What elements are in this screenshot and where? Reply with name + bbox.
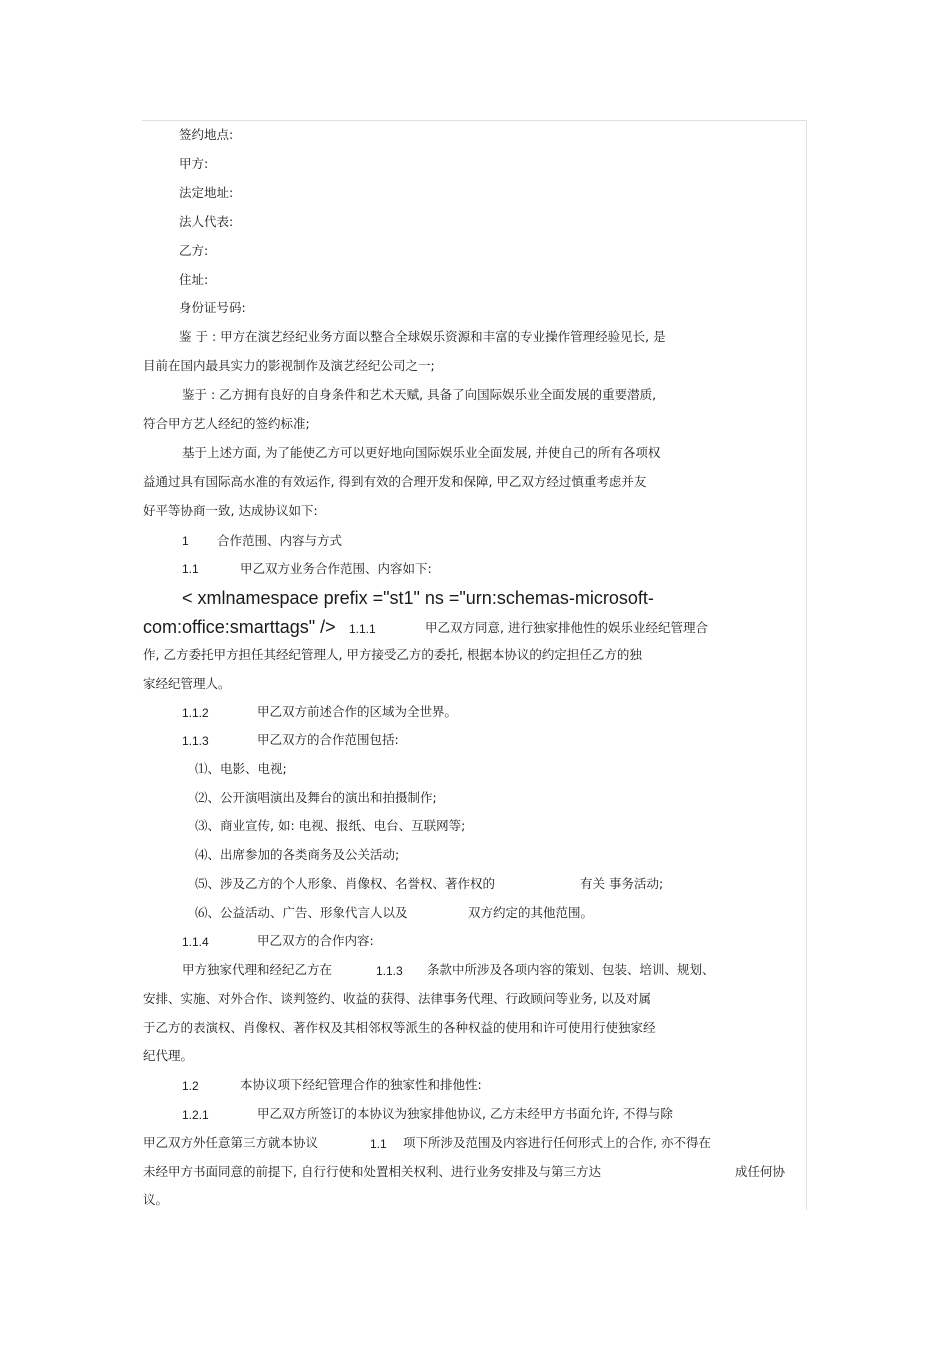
- legal-address-label: 法定地址:: [179, 185, 234, 200]
- section-1-1-4-line-1-part-1: 甲方独家代理和经纪乙方在: [182, 962, 333, 977]
- section-1-number: 1: [182, 534, 189, 548]
- scope-item-6-part-2: 双方约定的其他范围。: [468, 905, 594, 920]
- legal-rep-label: 法人代表:: [179, 214, 234, 229]
- recital-2-line-2: 符合甲方艺人经纪的签约标准;: [143, 416, 310, 431]
- section-1-1-1-line-2: 作, 乙方委托甲方担任其经纪管理人, 甲方接受乙方的委托, 根据本协议的约定担任乙方的独: [143, 647, 642, 662]
- page-frame: [142, 120, 807, 1210]
- recital-1-line-2: 目前在国内最具实力的影视制作及演艺经纪公司之一;: [143, 358, 435, 373]
- xml-namespace-line-2: com:office:smarttags" />: [143, 617, 336, 637]
- recital-2-line-1: 鉴于 : 乙方拥有良好的自身条件和艺术天赋, 具备了向国际娱乐业全面发展的重要潜质,: [182, 387, 657, 402]
- section-1-1-1-number: 1.1.1: [349, 622, 376, 636]
- recital-1-line-1: 鉴 于 : 甲方在演艺经纪业务方面以整合全球娱乐资源和丰富的专业操作管理经验见长, 是: [179, 329, 666, 344]
- scope-item-6-part-1: ⑹、公益活动、广告、形象代言人以及: [195, 905, 408, 920]
- section-1-1-2-number: 1.1.2: [182, 706, 209, 720]
- scope-item-5-part-1: ⑸、涉及乙方的个人形象、肖像权、名誉权、著作权的: [195, 876, 496, 891]
- section-1-1-4-line-4: 纪代理。: [143, 1048, 194, 1063]
- sign-place-label: 签约地点:: [179, 127, 234, 142]
- scope-item-2: ⑵、公开演唱演出及舞台的演出和拍摄制作;: [195, 790, 437, 805]
- section-1-1-4-line-1-part-2: 条款中所涉及各项内容的策划、包装、培训、规划、: [427, 962, 715, 977]
- section-1-2-1-line-4: 议。: [143, 1192, 169, 1207]
- scope-item-4: ⑷、出席参加的各类商务及公关活动;: [195, 847, 400, 862]
- recital-3-line-1: 基于上述方面, 为了能使乙方可以更好地向国际娱乐业全面发展, 并使自己的所有各项权: [182, 445, 661, 460]
- section-1-1-1-line-3: 家经纪管理人。: [143, 676, 231, 691]
- section-1-1-1-line-1: 甲乙双方同意, 进行独家排他性的娱乐业经纪管理合: [425, 620, 708, 635]
- section-1-1-4-line-2: 安排、实施、对外合作、谈判签约、收益的获得、法律事务代理、行政顾问等业务, 以及对属: [143, 991, 651, 1006]
- scope-item-3: ⑶、商业宣传, 如: 电视、报纸、电台、互联网等;: [195, 818, 466, 833]
- section-1-2-1-line-3-part-1: 未经甲方书面同意的前提下, 自行行使和处置相关权利、进行业务安排及与第三方达: [143, 1164, 601, 1179]
- section-1-title: 合作范围、内容与方式: [217, 533, 343, 548]
- section-1-1-3-text: 甲乙双方的合作范围包括:: [257, 732, 399, 747]
- section-1-2-1-line-2-part-1: 甲乙双方外任意第三方就本协议: [143, 1135, 319, 1150]
- section-1-1-2-text: 甲乙双方前述合作的区域为全世界。: [257, 704, 458, 719]
- address-label: 住址:: [179, 272, 209, 287]
- scope-item-5-part-2: 有关 事务活动;: [580, 876, 664, 891]
- section-1-2-1-line-1: 甲乙双方所签订的本协议为独家排他协议, 乙方未经甲方书面允许, 不得与除: [257, 1106, 673, 1121]
- section-1-2-title: 本协议项下经纪管理合作的独家性和排他性:: [240, 1077, 482, 1092]
- section-1-2-1-line-3-part-2: 成任何协: [735, 1164, 786, 1179]
- recital-3-line-2: 益通过具有国际高水准的有效运作, 得到有效的合理开发和保障, 甲乙双方经过慎重考虑并友: [143, 474, 647, 489]
- xml-namespace-line-1: < xmlnamespace prefix ="st1" ns ="urn:schemas-microsoft-: [182, 588, 654, 608]
- party-a-label: 甲方:: [179, 156, 209, 171]
- recital-3-line-3: 好平等协商一致, 达成协议如下:: [143, 503, 318, 518]
- section-1-2-1-ref: 1.1: [370, 1137, 387, 1151]
- party-b-label: 乙方:: [179, 243, 209, 258]
- section-1-1-number: 1.1: [182, 562, 199, 576]
- section-1-1-4-number: 1.1.4: [182, 935, 209, 949]
- section-1-2-number: 1.2: [182, 1079, 199, 1093]
- section-1-1-4-line-3: 于乙方的表演权、肖像权、著作权及其相邻权等派生的各种权益的使用和许可使用行使独家经: [143, 1020, 656, 1035]
- section-1-2-1-line-2-part-2: 项下所涉及范围及内容进行任何形式上的合作, 亦不得在: [403, 1135, 711, 1150]
- scope-item-1: ⑴、电影、电视;: [195, 761, 287, 776]
- section-1-1-4-title: 甲乙双方的合作内容:: [257, 933, 374, 948]
- section-1-1-3-number: 1.1.3: [182, 734, 209, 748]
- id-number-label: 身份证号码:: [179, 300, 246, 315]
- section-1-2-1-number: 1.2.1: [182, 1108, 209, 1122]
- section-1-1-title: 甲乙双方业务合作范围、内容如下:: [240, 561, 432, 576]
- section-1-1-4-ref: 1.1.3: [376, 964, 403, 978]
